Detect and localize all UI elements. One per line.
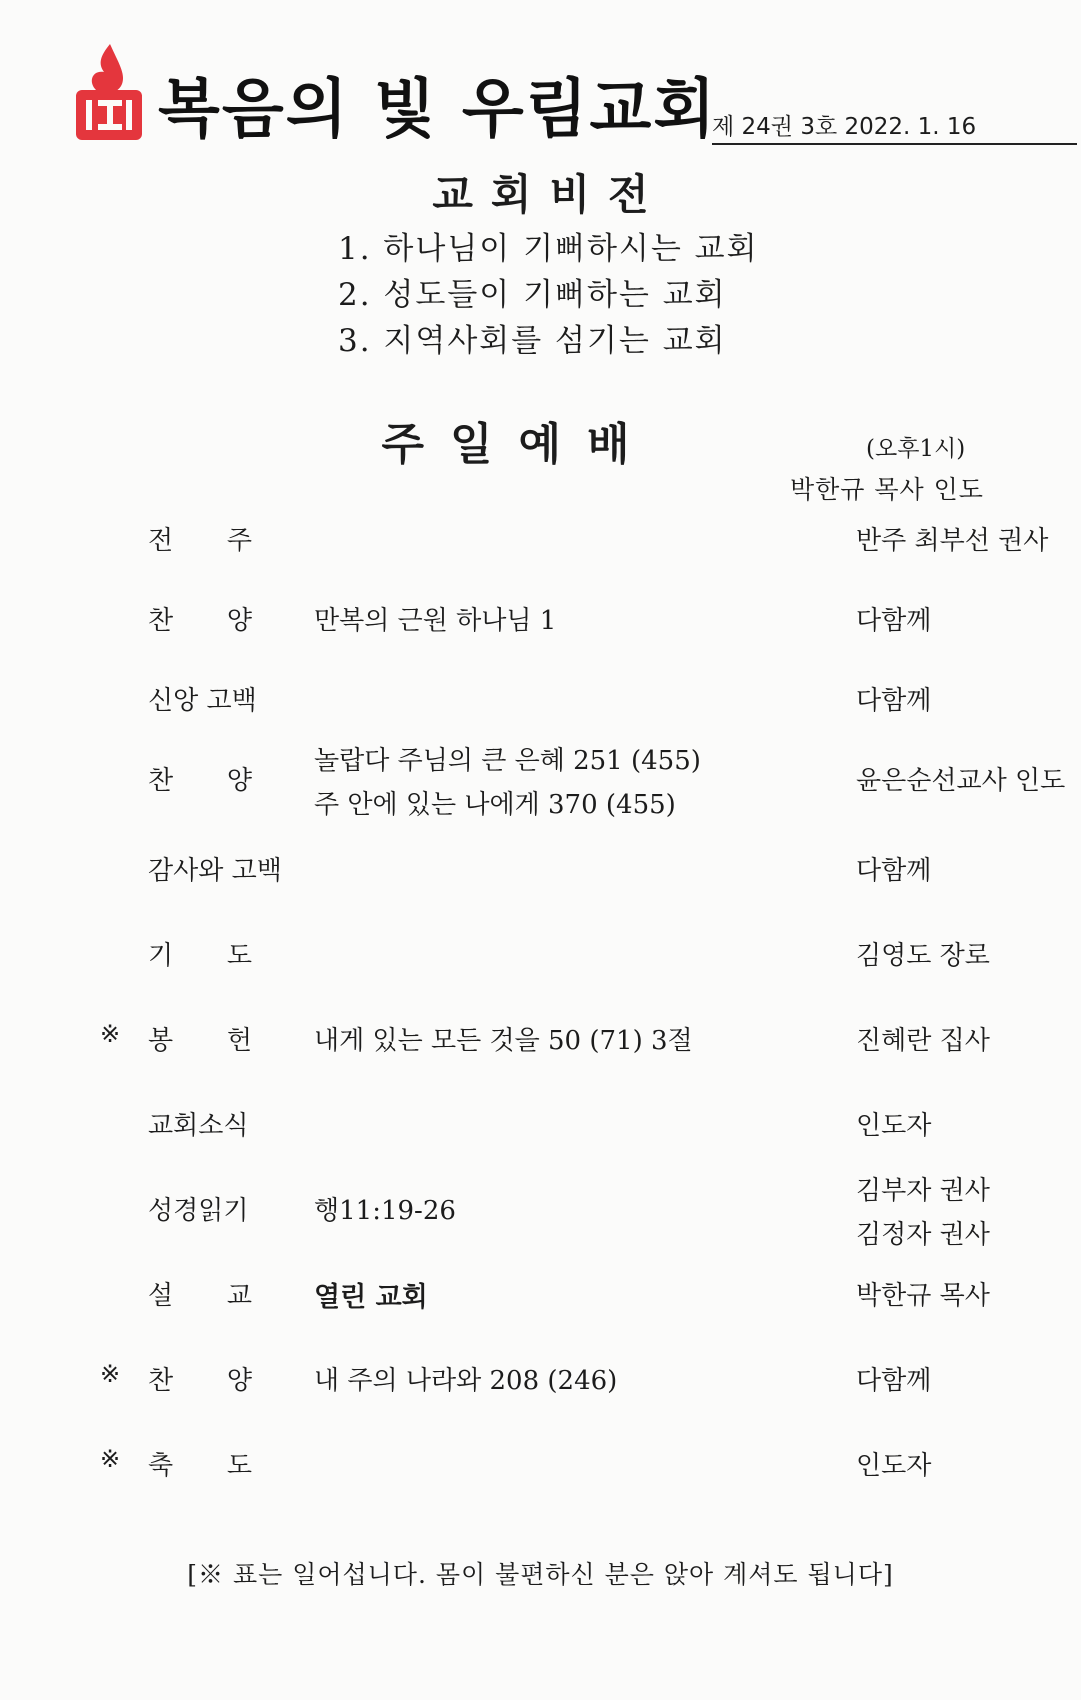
reader-name: 김정자 권사	[856, 1220, 990, 1250]
order-content: 행11:19-26	[314, 1196, 456, 1226]
order-label: 찬 양	[148, 1366, 252, 1396]
service-time: (오후1시)	[866, 436, 966, 462]
footnote: [※ 표는 일어섭니다. 몸이 불편하신 분은 앉아 계셔도 됩니다]	[187, 1560, 894, 1589]
issue-date: 제 24권 3호 2022. 1. 16	[712, 108, 1077, 145]
hymn-line: 주 안에 있는 나에게 370 (455)	[314, 790, 676, 820]
order-label: 찬 양	[148, 766, 252, 796]
bulletin-header	[70, 40, 1050, 150]
order-label: 교회소식	[148, 1111, 249, 1141]
order-person: 다함께	[856, 606, 932, 636]
church-name: 복음의 빛 우림교회	[158, 73, 718, 147]
vision-item: 2. 성도들이 기뻐하는 교회	[338, 277, 727, 313]
order-person: 진혜란 집사	[856, 1026, 990, 1056]
order-label: 기 도	[148, 941, 252, 971]
service-leader: 박한규 목사 인도	[790, 475, 984, 504]
order-person: 다함께	[856, 856, 932, 886]
order-content: 내 주의 나라와 208 (246)	[314, 1366, 618, 1396]
order-label: 감사와 고백	[148, 856, 282, 886]
order-label: 축 도	[148, 1451, 252, 1481]
order-person: 인도자	[856, 1111, 932, 1141]
order-person: 다함께	[856, 1366, 932, 1396]
order-label: 봉 헌	[148, 1026, 252, 1056]
order-content: 내게 있는 모든 것을 50 (71) 3절	[314, 1026, 693, 1056]
order-person: 김영도 장로	[856, 941, 990, 971]
sermon-title: 열린 교회	[314, 1282, 428, 1313]
church-flame-logo-icon	[70, 40, 148, 144]
stand-mark: ※	[100, 1020, 121, 1048]
order-label: 성경읽기	[148, 1196, 249, 1226]
vision-item: 3. 지역사회를 섬기는 교회	[338, 323, 727, 359]
vision-item: 1. 하나님이 기뻐하시는 교회	[338, 231, 759, 267]
stand-mark: ※	[100, 1445, 121, 1473]
order-person	[856, 1170, 990, 1258]
order-person: 박한규 목사	[856, 1281, 990, 1311]
order-label: 신앙 고백	[148, 686, 257, 716]
order-content: 만복의 근원 하나님 1	[314, 606, 557, 636]
reader-name: 김부자 권사	[856, 1176, 990, 1206]
order-person: 윤은순선교사 인도	[856, 766, 1066, 796]
vision-title: 교회비전	[432, 170, 667, 219]
vision-list	[338, 226, 759, 364]
order-label: 전 주	[148, 526, 252, 556]
service-title: 주일예배	[381, 419, 656, 470]
order-person: 반주 최부선 권사	[856, 526, 1049, 556]
stand-mark: ※	[100, 1360, 121, 1388]
order-person: 다함께	[856, 686, 932, 716]
order-person: 인도자	[856, 1451, 932, 1481]
hymn-line: 놀랍다 주님의 큰 은혜 251 (455)	[314, 746, 701, 776]
order-label: 설 교	[148, 1281, 252, 1311]
order-content	[314, 740, 701, 828]
order-label: 찬 양	[148, 606, 252, 636]
